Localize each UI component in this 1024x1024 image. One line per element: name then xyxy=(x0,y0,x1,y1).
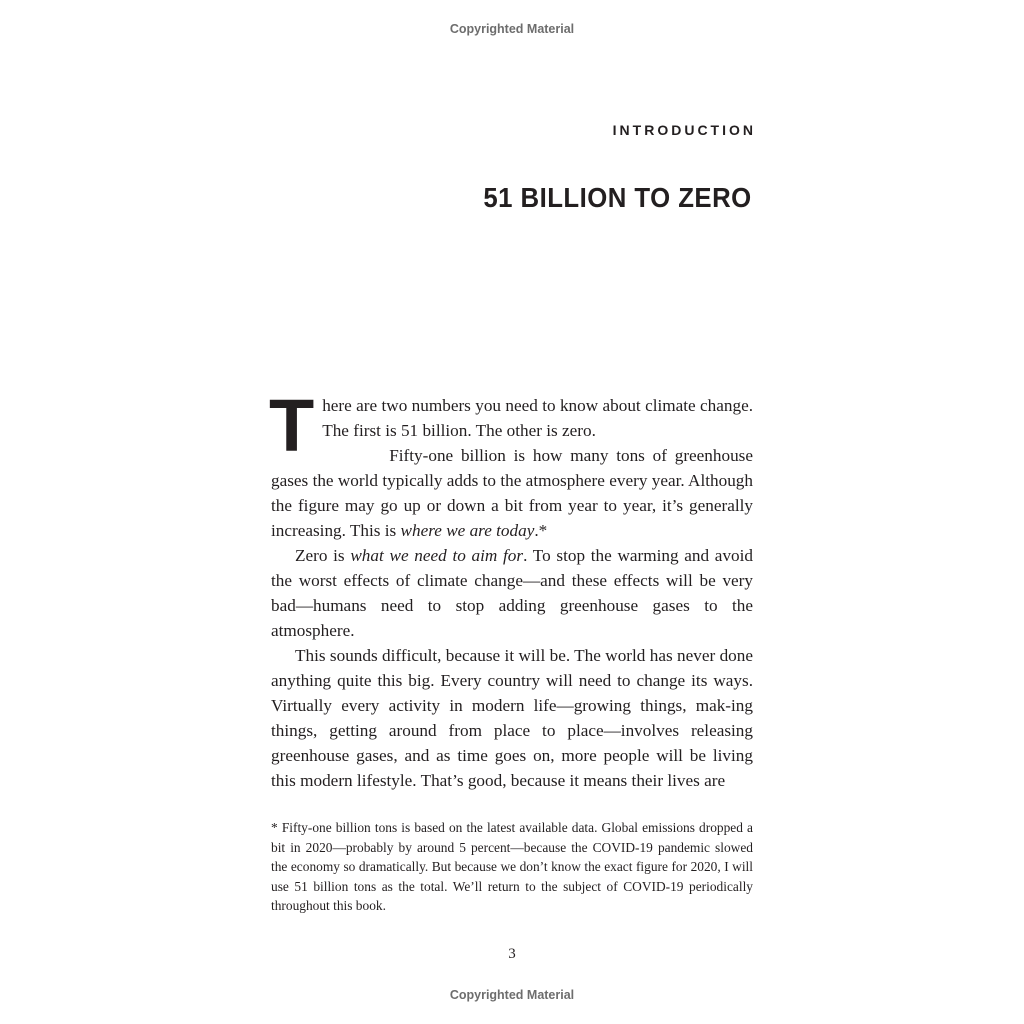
paragraph-2-text: Fifty-one billion is how many tons of greenhouse gases the world typically adds to the atmosphere every year. Although the figure may go up or down a bit from year to year, it’s generally increasing. This is xyxy=(271,446,753,540)
paragraph-2-end: .* xyxy=(534,521,548,540)
paragraph-3-text: . To stop the warming and avoid the worst effects of climate change—and these effects will be very bad—humans need to stop adding greenhouse gases to the atmosphere. xyxy=(271,546,753,640)
chapter-label: INTRODUCTION xyxy=(612,122,756,138)
paragraph-2-emphasis: where we are today xyxy=(400,521,535,540)
drop-cap: T xyxy=(269,384,315,467)
paragraph-1 xyxy=(269,384,753,467)
page-number: 3 xyxy=(508,946,516,962)
chapter-title: 51 BILLION TO ZERO xyxy=(483,182,752,213)
body-text xyxy=(269,384,753,793)
paragraph-4: This sounds difficult, because it will be. The world has never done anything quite this big. Every country will need to change its ways. Virtually every activity in modern life—growing things, mak-ing things, getting around from place to place—involves releasing greenhouse gases, and as time goes on, more people will be living this modern lifestyle. That’s good, because it means their lives are xyxy=(271,646,753,790)
copyright-notice-top: Copyrighted Material xyxy=(449,22,575,36)
footnote-text: * Fifty-one billion tons is based on the latest available data. Global emissions dropped a bit in 2020—probably by around 5 percent—because the COVID-19 pandemic slowed the economy so dramatically. But because we don’t know the exact figure for 2020, I will use 51 billion tons as the total. We’ll return to the subject of COVID-19 periodically throughout this book. xyxy=(271,820,753,913)
paragraph-3 xyxy=(271,543,753,643)
paragraph-3-start: Zero is xyxy=(295,546,351,565)
paragraph-2 xyxy=(271,443,753,543)
copyright-notice-bottom: Copyrighted Material xyxy=(449,988,575,1002)
paragraph-3-emphasis: what we need to aim for xyxy=(350,546,524,565)
footnote xyxy=(271,818,753,916)
paragraph-1-text: here are two numbers you need to know about climate change. The first is 51 billion. The other is zero. xyxy=(322,396,753,440)
